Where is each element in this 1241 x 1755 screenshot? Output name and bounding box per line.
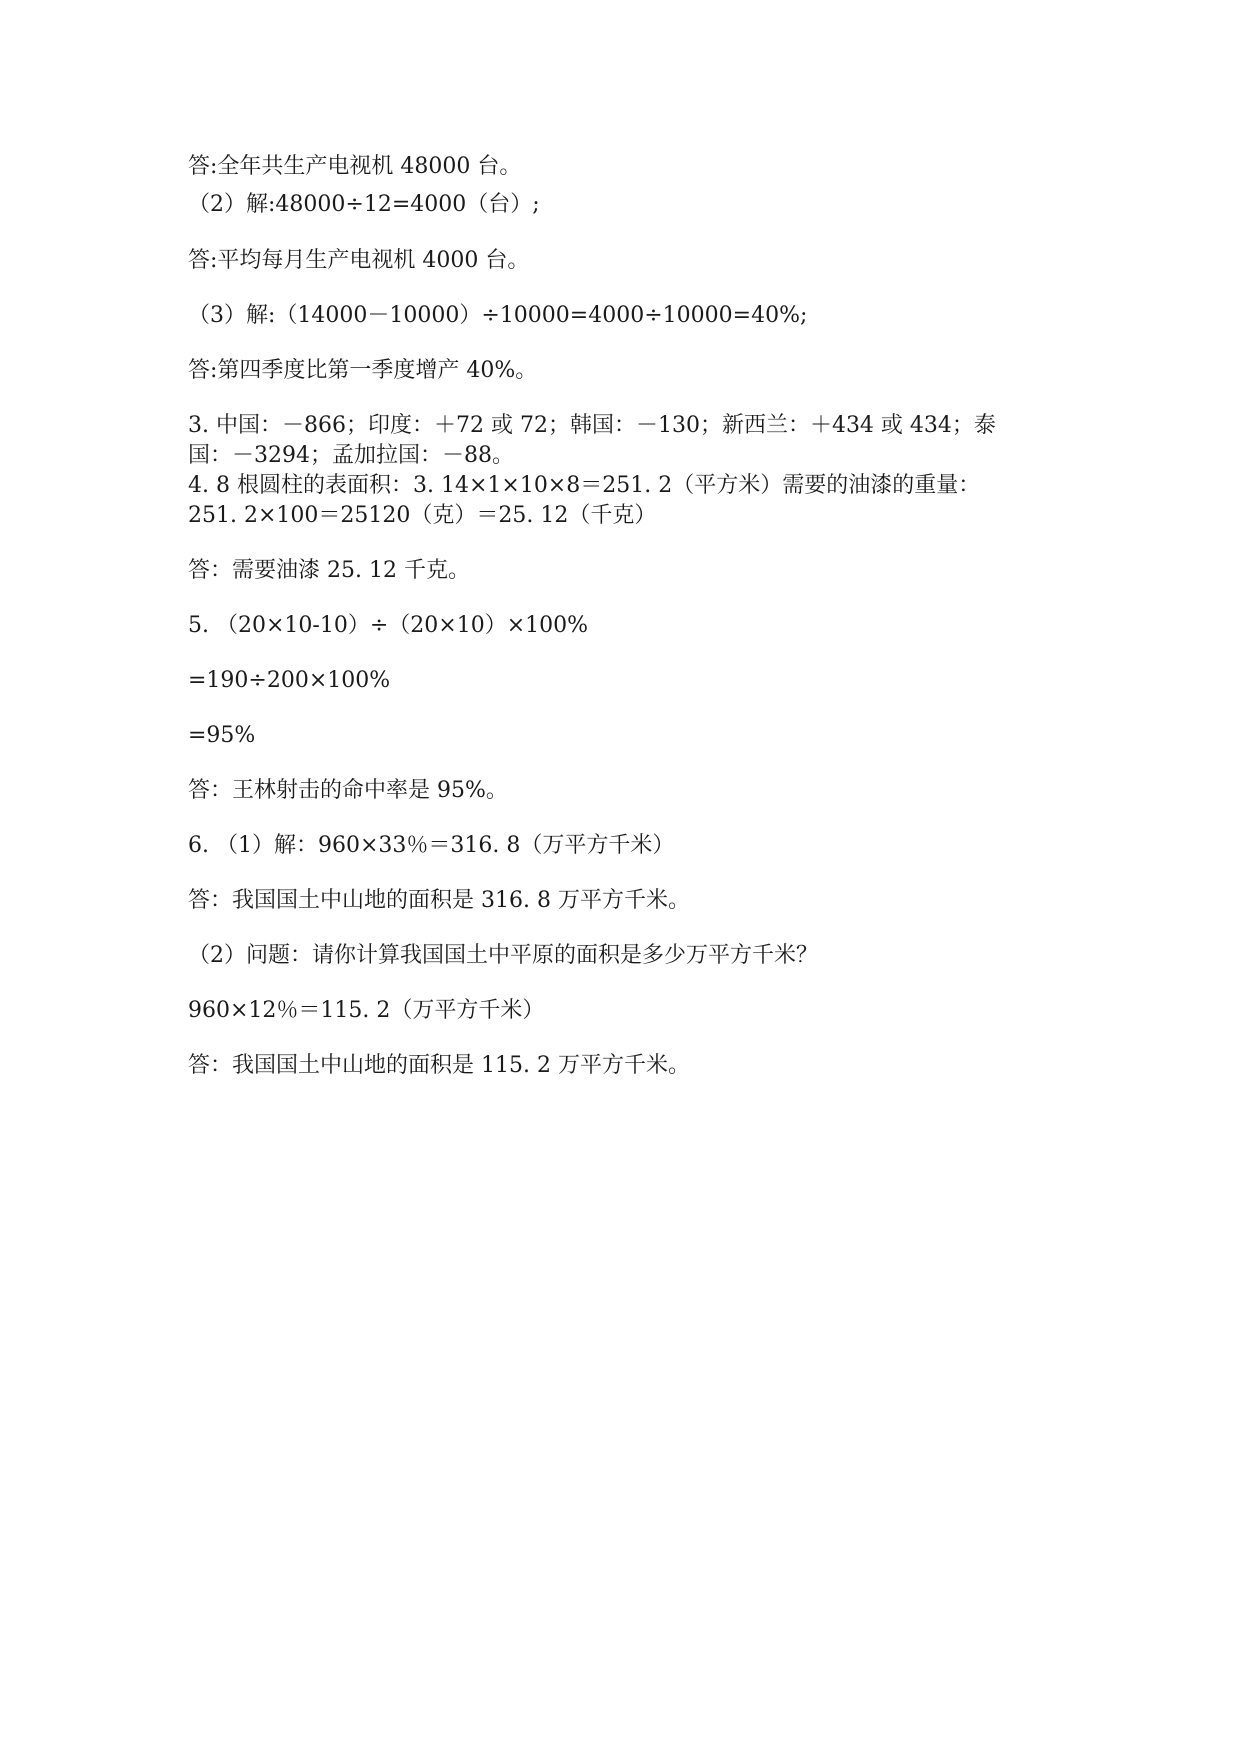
- answer-line-hit-rate: 答：王林射击的命中率是 95%。: [188, 778, 508, 803]
- problem-4-line-2: 251. 2×100＝25120（克）＝25. 12（千克）: [188, 503, 657, 528]
- answer-line-monthly-tv: 答:平均每月生产电视机 4000 台。: [188, 248, 530, 273]
- problem-5-line-2: =190÷200×100%: [188, 668, 391, 693]
- answer-line-mountain-area: 答：我国国土中山地的面积是 316. 8 万平方千米。: [188, 888, 690, 913]
- problem-3-line-1: 3. 中国：－866；印度：＋72 或 72；韩国：－130；新西兰：＋434 或 434；泰: [188, 413, 996, 438]
- answer-line-plain-area: 答：我国国土中山地的面积是 115. 2 万平方千米。: [188, 1053, 690, 1078]
- solution-line-3: （3）解:（14000－10000）÷10000=4000÷10000=40%;: [188, 303, 808, 328]
- problem-3-line-2: 国：－3294；孟加拉国：－88。: [188, 443, 514, 468]
- problem-5-line-3: =95%: [188, 723, 256, 748]
- answer-line-paint: 答：需要油漆 25. 12 千克。: [188, 558, 470, 583]
- problem-6-calculation: 960×12％＝115. 2（万平方千米）: [188, 998, 545, 1023]
- problem-6-line-1: 6. （1）解：960×33％＝316. 8（万平方千米）: [188, 833, 675, 858]
- problem-4-line-1: 4. 8 根圆柱的表面积：3. 14×1×10×8＝251. 2（平方米）需要的油漆的重量：: [188, 473, 981, 498]
- answer-line-increase: 答:第四季度比第一季度增产 40%。: [188, 358, 538, 383]
- solution-line-2: （2）解:48000÷12=4000（台）;: [188, 192, 540, 217]
- problem-6-question: （2）问题：请你计算我国国土中平原的面积是多少万平方千米？: [188, 943, 818, 968]
- problem-5-line-1: 5. （20×10-10）÷（20×10）×100%: [188, 613, 589, 638]
- answer-line-total-tv: 答:全年共生产电视机 48000 台。: [188, 154, 522, 179]
